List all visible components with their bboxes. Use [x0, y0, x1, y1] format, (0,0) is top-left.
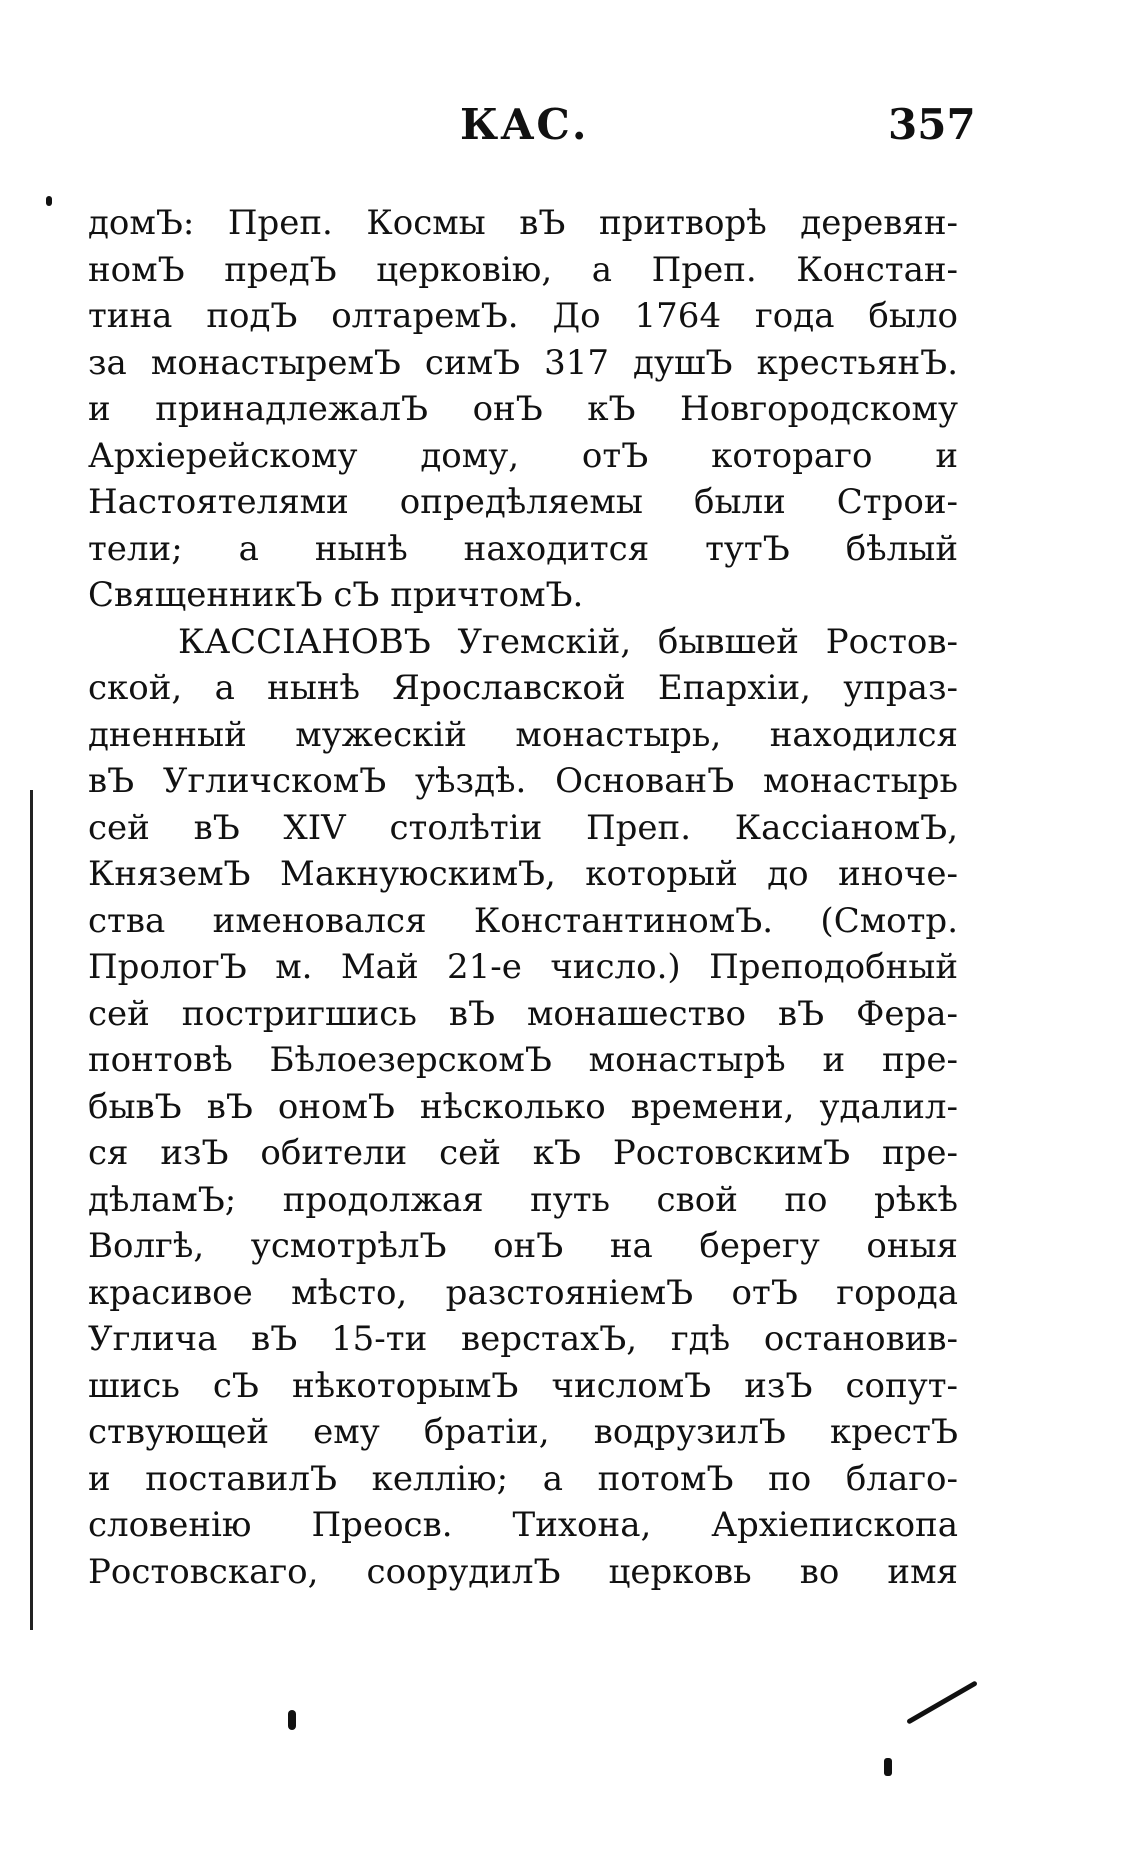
scan-scratch [906, 1680, 978, 1724]
scan-speck [884, 1758, 892, 1776]
scan-speck [46, 196, 52, 206]
text-line: ся изЪ обители сей кЪ РостовскимЪ пре- [88, 1133, 958, 1173]
text-line: и принадлежалЪ онЪ кЪ Новгородскому [88, 389, 958, 429]
running-head [0, 100, 1140, 160]
page-number: 357 [888, 100, 976, 149]
text-line: бывЪ вЪ ономЪ нѣсколько времени, удалил- [88, 1086, 958, 1127]
text-line: дѣламЪ; продолжая путь свой по рѣкѣ [88, 1179, 958, 1220]
text-line: тели; а нынѣ находится тутЪ бѣлый [88, 528, 958, 569]
text-line: вЪ УгличскомЪ уѣздѣ. ОснованЪ монастырь [88, 761, 958, 801]
text-line: Волгѣ, усмотрѣлЪ онЪ на берегу оныя [88, 1226, 958, 1266]
text-line: сей вЪ XIV столѣтіи Преп. КассіаномЪ, [88, 807, 958, 848]
margin-rule [30, 790, 33, 1630]
entry-heading-line: КАССІАНОВЪ Угемскій, бывшей Ростов- [178, 621, 958, 662]
text-line: понтовѣ БѣлоезерскомЪ монастырѣ и пре- [88, 1040, 958, 1080]
scan-speck [288, 1710, 296, 1730]
text-line: Ростовскаго, соорудилЪ церковь во имя [88, 1551, 958, 1592]
text-line: дненный мужескій монастырь, находился [88, 714, 958, 755]
text-line: красивое мѣсто, разстояніемЪ отЪ города [88, 1272, 958, 1313]
text-line: ствующей ему братіи, водрузилЪ крестЪ [88, 1412, 958, 1452]
text-line: и поставилЪ келлію; а потомЪ по благо- [88, 1458, 958, 1499]
text-line: домЪ: Преп. Космы вЪ притворѣ деревян- [88, 203, 958, 243]
text-line: СвященникЪ сЪ причтомЪ. [88, 575, 584, 615]
text-line: номЪ предЪ церковію, а Преп. Констан- [88, 249, 958, 290]
text-line: ПрологЪ м. Май 21-е число.) Преподобный [88, 947, 958, 987]
text-line: шись сЪ нѣкоторымЪ числомЪ изЪ сопут- [88, 1365, 958, 1406]
text-line: сей постригшись вЪ монашество вЪ Фера- [88, 993, 958, 1034]
text-line: ской, а нынѣ Ярославской Епархіи, упраз- [88, 668, 958, 708]
text-line: словенію Преосв. Тихона, Архіепископа [88, 1505, 958, 1545]
text-line: тина подЪ олтаремЪ. До 1764 года было [88, 296, 958, 336]
text-line: ства именовался КонстантиномЪ. (Смотр. [88, 900, 958, 941]
text-line: КняземЪ МакнуюскимЪ, который до иноче- [88, 854, 958, 894]
text-line: Углича вЪ 15-ти верстахЪ, гдѣ остановив- [88, 1319, 958, 1359]
text-line: за монастыремЪ симЪ 317 душЪ крестьянЪ. [88, 342, 958, 383]
running-head-title: КАС. [460, 100, 589, 149]
text-line: Архіерейскому дому, отЪ котораго и [88, 435, 958, 476]
text-line: Настоятелями опредѣляемы были Строи- [88, 482, 958, 522]
body-text [88, 200, 958, 1595]
